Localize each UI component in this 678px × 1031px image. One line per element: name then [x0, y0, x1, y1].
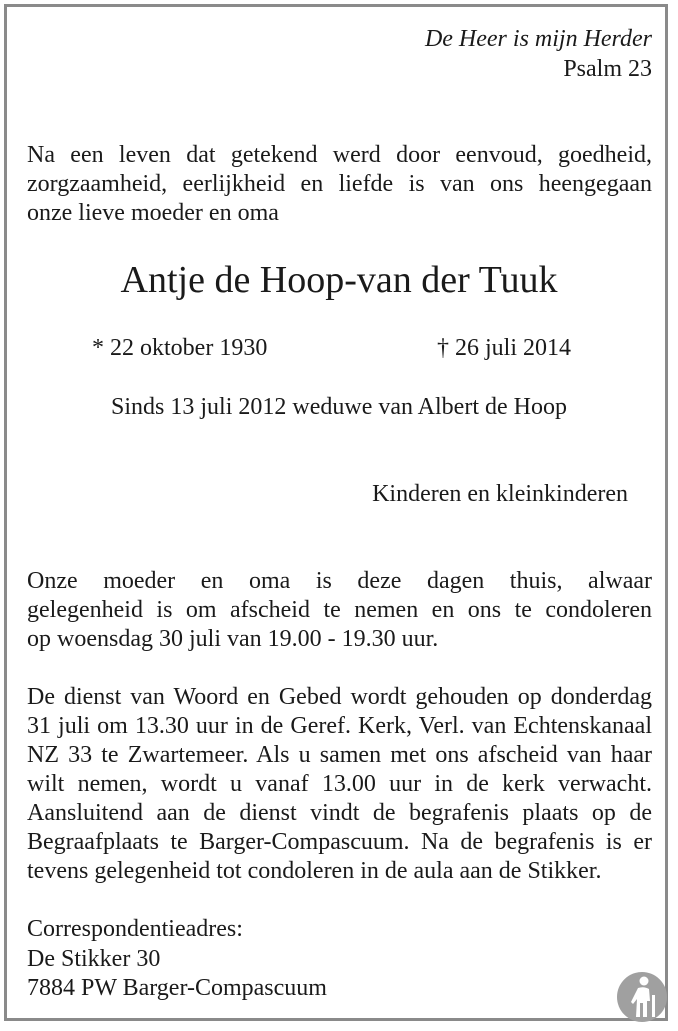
service-line: Aansluitend aan de dienst vindt de begrafenis plaats op de: [27, 800, 652, 826]
address-city: 7884 PW Barger-Compascuum: [27, 975, 327, 1001]
family-signature: Kinderen en kleinkinderen: [372, 481, 628, 507]
service-paragraph: [27, 683, 652, 886]
service-line: 31 juli om 13.30 uur in de Geref. Kerk, Verl. van Echtenskanaal: [27, 713, 652, 739]
birth-date: * 22 oktober 1930: [92, 335, 268, 361]
service-line: Begraafplaats te Barger-Compascuum. Na de begrafenis is er: [27, 829, 652, 855]
motto-reference: Psalm 23: [563, 56, 652, 82]
motto-quote: De Heer is mijn Herder: [424, 26, 652, 52]
service-line: wilt nemen, wordt u vanaf 13.00 uur in de kerk verwacht.: [27, 771, 652, 797]
address-label: Correspondentieadres:: [27, 916, 243, 942]
visitation-line: op woensdag 30 juli van 19.00 - 19.30 uur.: [27, 626, 439, 652]
scripture-motto: [425, 24, 652, 84]
service-line: tevens gelegenheid tot condoleren in de aula aan de Stikker.: [27, 858, 602, 884]
visitation-line: gelegenheid is om afscheid te nemen en ons te condoleren: [27, 597, 652, 623]
service-line: De dienst van Woord en Gebed wordt gehouden op donderdag: [27, 684, 652, 710]
service-line: NZ 33 te Zwartemeer. Als u samen met ons afscheid van haar: [27, 742, 652, 768]
widow-line: Sinds 13 juli 2012 weduwe van Albert de Hoop: [111, 394, 567, 420]
intro-line: Na een leven dat getekend werd door eenvoud, goedheid,: [27, 142, 652, 168]
address-street: De Stikker 30: [27, 946, 161, 972]
intro-line: zorgzaamheid, eerlijkheid en liefde is van ons heengegaan: [27, 171, 652, 197]
visitation-paragraph: [27, 567, 652, 654]
intro-paragraph: [27, 141, 652, 228]
memorial-figure-icon: [616, 971, 668, 1023]
deceased-name: Antje de Hoop-van der Tuuk: [120, 259, 558, 301]
death-date: † 26 juli 2014: [437, 335, 572, 361]
visitation-line: Onze moeder en oma is deze dagen thuis, alwaar: [27, 568, 652, 594]
intro-line: onze lieve moeder en oma: [27, 200, 279, 226]
